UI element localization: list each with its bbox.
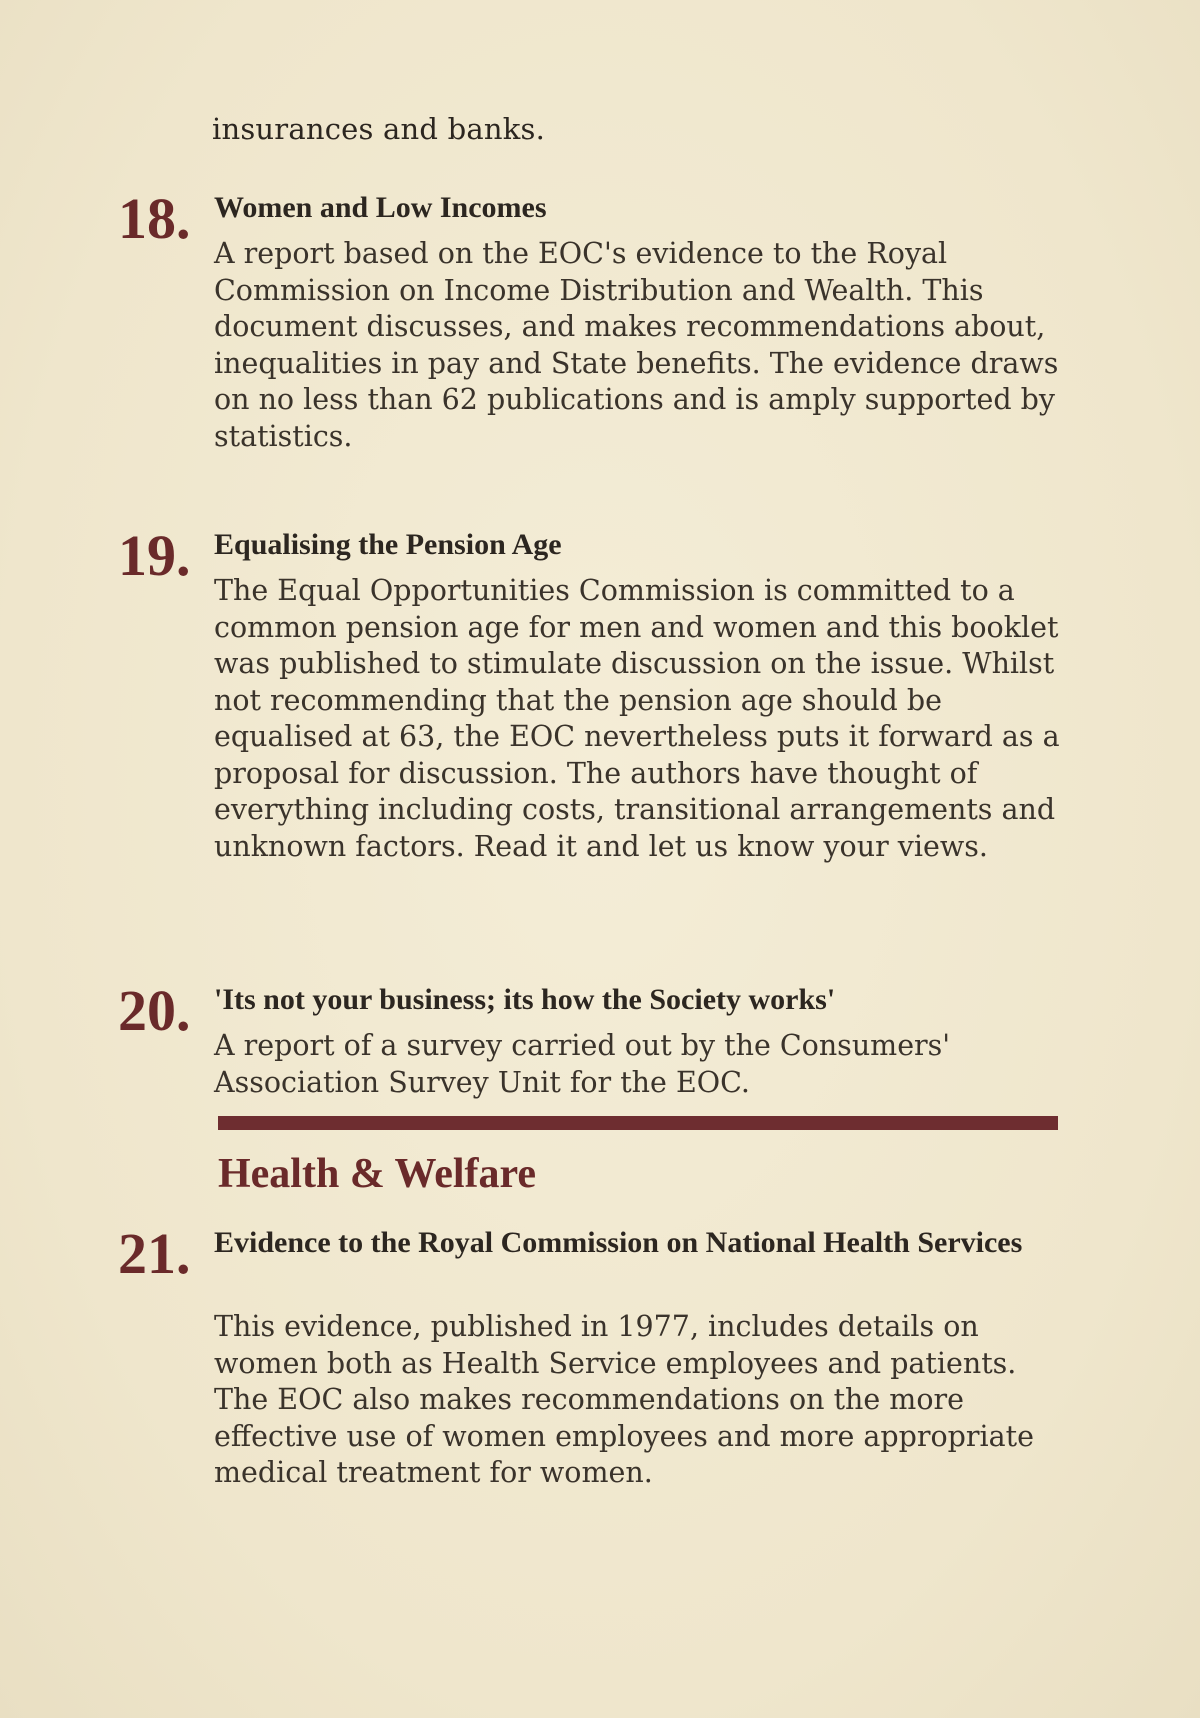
continuation-text: insurances and banks. [212, 112, 545, 146]
entry-number: 20. [118, 978, 191, 1043]
entry-number: 18. [118, 186, 191, 251]
section-heading: Health & Welfare [218, 1151, 537, 1197]
entry-number: 21. [118, 1221, 191, 1286]
entry-title: 'Its not your business; its how the Society works' [214, 983, 836, 1016]
entry-title: Equalising the Pension Age [214, 528, 562, 561]
entry-body: This evidence, published in 1977, includes details on women both as Health Service employees and patients. The EOC also makes recommendations on the more effective use of women employees and more appropriate medical treatment for women. [214, 1310, 1034, 1489]
entry-title: Women and Low Incomes [214, 191, 547, 224]
entry-body: A report based on the EOC's evidence to the Royal Commission on Income Distribution and Wealth. This document discusses, and makes recommendations about, inequalities in pay and State benefits. The evidence draws on no less than 62 publications and is amply supported by statistics. [214, 237, 1059, 453]
entry-body: A report of a survey carried out by the Consumers' Association Survey Unit for the EOC. [214, 1029, 951, 1099]
entry-number: 19. [118, 523, 191, 588]
entry-body: The Equal Opportunities Commission is committed to a common pension age for men and women and this booklet was published to stimulate discussion on the issue. Whilst not recommending that the pension age should be equalised at 63, the EOC nevertheless puts it forward as a proposal for discussion. The authors have thought of everything including costs, transitional arrangements and unknown factors. Read it and let us know your views. [214, 574, 1060, 863]
section-divider [218, 1116, 1058, 1130]
entry-title: Evidence to the Royal Commission on National Health Services [214, 1226, 1023, 1259]
